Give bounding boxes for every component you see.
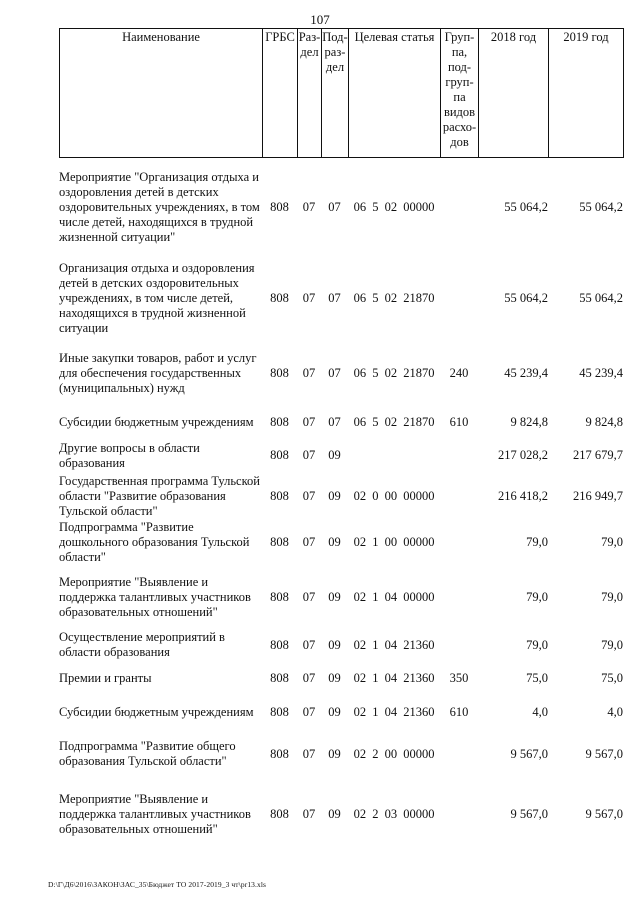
row-2018: 9 567,0	[510, 746, 548, 761]
table-row	[59, 779, 623, 849]
row-target: 02 1 04 21360	[353, 637, 435, 652]
row-razdel: 07	[302, 448, 316, 462]
row-razdel: 07	[302, 290, 316, 305]
row-name: Организация отдыха и оздоровления детей в детских оздоровительных учреждениях, в том числе детей, находящихся в трудной жизненной ситуации	[59, 260, 255, 335]
row-2019: 79,0	[601, 534, 623, 549]
header-2018: 2018 год	[479, 29, 549, 158]
row-name: Субсидии бюджетным учреждениям	[59, 704, 254, 719]
row-2019: 79,0	[601, 637, 623, 652]
row-name: Государственная программа Тульской области "Развитие образования Тульской области"	[59, 473, 260, 518]
header-podrazdel: Под-раз-дел	[322, 29, 349, 158]
row-target: 02 0 00 00000	[353, 488, 435, 503]
row-2018: 9 824,8	[510, 414, 548, 429]
table-row	[59, 661, 623, 695]
row-target	[348, 438, 440, 473]
row-2019: 9 567,0	[585, 746, 623, 761]
row-2018: 79,0	[526, 589, 548, 604]
row-target: 02 1 04 00000	[353, 589, 435, 604]
row-razdel: 07	[302, 806, 316, 821]
row-name: Подпрограмма "Развитие дошкольного образования Тульской области"	[59, 519, 250, 564]
row-name: Осуществление мероприятий в области образования	[59, 630, 225, 659]
row-2019: 9 567,0	[585, 806, 623, 821]
row-grbs: 808	[270, 806, 289, 821]
row-razdel: 07	[302, 488, 316, 503]
row-2019: 217 679,7	[573, 448, 623, 462]
row-2018: 4,0	[532, 704, 548, 719]
row-name: Мероприятие "Организация отдыха и оздоровления детей в детских оздоровительных учреждениях, в том числе детей, находящихся в трудной жизненной ситуации"	[59, 169, 260, 244]
row-group: 610	[449, 704, 469, 719]
row-2019: 45 239,4	[579, 365, 623, 380]
row-group	[440, 438, 478, 473]
row-podrazdel: 09	[328, 637, 341, 652]
table-row	[59, 629, 623, 661]
header-target: Целевая статья	[349, 29, 441, 158]
row-podrazdel: 07	[328, 414, 341, 429]
budget-table	[59, 158, 623, 849]
table-row	[59, 729, 623, 779]
row-name: Другие вопросы в области образования	[59, 440, 200, 470]
row-razdel: 07	[302, 589, 316, 604]
row-podrazdel: 09	[328, 704, 341, 719]
row-group	[440, 729, 478, 779]
row-group	[440, 473, 478, 519]
row-podrazdel: 09	[328, 448, 341, 462]
row-2019: 9 824,8	[585, 414, 623, 429]
row-2018: 55 064,2	[504, 290, 548, 305]
row-group	[440, 779, 478, 849]
row-target: 06 5 02 21870	[353, 290, 435, 305]
row-razdel: 07	[302, 414, 316, 429]
row-grbs: 808	[270, 746, 289, 761]
row-grbs: 808	[270, 448, 289, 462]
row-podrazdel: 09	[328, 589, 341, 604]
row-razdel: 07	[302, 199, 316, 214]
table-row	[59, 158, 623, 256]
row-grbs: 808	[270, 637, 289, 652]
row-podrazdel: 09	[328, 806, 341, 821]
file-path-footer: D:\Г\Д6\2016\ЗАКОН\ЗАС_35\Бюджет ТО 2017-2019_3 чт\pr13.xls	[48, 880, 267, 889]
row-name: Иные закупки товаров, работ и услуг для обеспечения государственных (муниципальных) нужд	[59, 350, 257, 395]
row-group: 350	[449, 670, 469, 685]
row-razdel: 07	[302, 704, 316, 719]
row-group	[440, 256, 478, 340]
row-podrazdel: 07	[328, 365, 341, 380]
row-group	[440, 565, 478, 629]
table-row	[59, 695, 623, 729]
row-target: 02 2 00 00000	[353, 746, 435, 761]
row-2019: 4,0	[607, 704, 623, 719]
row-razdel: 07	[302, 534, 316, 549]
row-target: 06 5 02 00000	[353, 199, 435, 214]
row-grbs: 808	[270, 199, 289, 214]
row-2018: 79,0	[526, 637, 548, 652]
row-grbs: 808	[270, 704, 289, 719]
row-podrazdel: 09	[328, 488, 341, 503]
row-razdel: 07	[302, 746, 316, 761]
header-razdel: Раз-дел	[298, 29, 322, 158]
row-group	[440, 519, 478, 565]
row-group	[440, 629, 478, 661]
row-2018: 216 418,2	[498, 488, 548, 503]
row-2018: 55 064,2	[504, 199, 548, 214]
header-name: Наименование	[60, 29, 263, 158]
row-name: Мероприятие "Выявление и поддержка талантливых участников образовательных отношений"	[59, 574, 251, 619]
row-group	[440, 158, 478, 256]
row-2018: 75,0	[526, 670, 548, 685]
row-target: 06 5 02 21870	[353, 414, 435, 429]
row-2018: 9 567,0	[510, 806, 548, 821]
table-header	[59, 28, 624, 158]
row-podrazdel: 09	[328, 534, 341, 549]
row-group: 610	[449, 414, 469, 429]
row-2019: 75,0	[601, 670, 623, 685]
table-row	[59, 406, 623, 438]
table-row	[59, 565, 623, 629]
row-2019: 55 064,2	[579, 290, 623, 305]
row-name: Субсидии бюджетным учреждениям	[59, 414, 254, 429]
table-row	[59, 438, 623, 473]
row-2018: 45 239,4	[504, 365, 548, 380]
row-grbs: 808	[270, 290, 289, 305]
row-name: Мероприятие "Выявление и поддержка талантливых участников образовательных отношений"	[59, 791, 251, 836]
row-2019: 55 064,2	[579, 199, 623, 214]
row-razdel: 07	[302, 365, 316, 380]
row-podrazdel: 09	[328, 670, 341, 685]
row-target: 02 1 04 21360	[353, 670, 435, 685]
row-grbs: 808	[270, 670, 289, 685]
row-grbs: 808	[270, 365, 289, 380]
row-target: 02 1 00 00000	[353, 534, 435, 549]
row-grbs: 808	[270, 589, 289, 604]
row-2019: 216 949,7	[573, 488, 623, 503]
row-target: 06 5 02 21870	[353, 365, 435, 380]
row-name: Премии и гранты	[59, 670, 152, 685]
table-row	[59, 473, 623, 519]
row-razdel: 07	[302, 670, 316, 685]
table-row	[59, 340, 623, 406]
row-group: 240	[449, 365, 469, 380]
row-2018: 79,0	[526, 534, 548, 549]
header-grbs: ГРБС	[263, 29, 298, 158]
row-grbs: 808	[270, 534, 289, 549]
table-row	[59, 519, 623, 565]
row-podrazdel: 09	[328, 746, 341, 761]
header-2019: 2019 год	[549, 29, 624, 158]
row-target: 02 1 04 21360	[353, 704, 435, 719]
row-grbs: 808	[270, 414, 289, 429]
row-name: Подпрограмма "Развитие общего образования Тульской области"	[59, 739, 236, 768]
row-2019: 79,0	[601, 589, 623, 604]
row-grbs: 808	[270, 488, 289, 503]
row-target: 02 2 03 00000	[353, 806, 435, 821]
page-number: 107	[310, 12, 330, 27]
row-podrazdel: 07	[328, 199, 341, 214]
header-group: Груп-па, под-груп-па видов расхо-дов	[441, 29, 479, 158]
row-podrazdel: 07	[328, 290, 341, 305]
row-razdel: 07	[302, 637, 316, 652]
row-2018: 217 028,2	[498, 448, 548, 462]
table-row	[59, 256, 623, 340]
